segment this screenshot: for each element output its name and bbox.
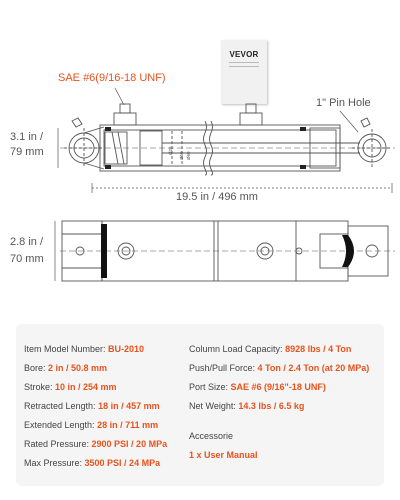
spec-row-port-size: Port Size: SAE #6 (9/16"-18 UNF)	[189, 382, 326, 392]
spec-accessory-item: 1 x User Manual	[189, 450, 258, 460]
spec-row-max-pressure: Max Pressure: 3500 PSI / 24 MPa	[24, 458, 161, 468]
height-bottom-label-line2: 70 mm	[10, 253, 44, 265]
port-block-left	[114, 113, 136, 125]
spec-row-push-pull-force: Push/Pull Force: 4 Ton / 2.4 Ton (at 20 MPa)	[189, 363, 370, 373]
spec-row-net-weight: Net Weight: 14.3 lbs / 6.5 kg	[189, 401, 305, 411]
black-seal-band	[101, 224, 107, 278]
svg-text:Ø25: Ø25	[168, 146, 173, 155]
spec-accessorie-heading: Accessorie	[189, 431, 234, 441]
spec-row-bore: Bore: 2 in / 50.8 mm	[24, 363, 108, 373]
height-bottom-label-line1: 2.8 in /	[10, 236, 44, 248]
manual-brand-logo: VEVOR	[229, 50, 259, 59]
svg-text:Ø50: Ø50	[179, 151, 184, 160]
spec-row-rated-pressure: Rated Pressure: 2900 PSI / 20 MPa	[24, 439, 168, 449]
spec-row-retracted-length: Retracted Length: 18 in / 457 mm	[24, 401, 160, 411]
spec-panel	[16, 324, 384, 486]
port-size-label: SAE #6(9/16-18 UNF)	[58, 72, 166, 84]
length-label: 19.5 in / 496 mm	[176, 191, 258, 203]
port-leader-line	[115, 88, 124, 105]
svg-text:Ø60: Ø60	[186, 151, 191, 160]
spec-row-extended-length: Extended Length: 28 in / 711 mm	[24, 420, 159, 430]
pin-hole-label: 1" Pin Hole	[316, 97, 371, 109]
pin-hole-leader-line	[340, 111, 358, 132]
spec-row-model: Item Model Number: BU-2010	[24, 344, 145, 354]
spec-row-stroke: Stroke: 10 in / 254 mm	[24, 382, 117, 392]
port-block-right	[240, 113, 262, 125]
spec-row-column-load: Column Load Capacity: 8928 lbs / 4 Ton	[189, 344, 352, 354]
height-top-label-line1: 3.1 in /	[10, 131, 44, 143]
height-top-label-line2: 79 mm	[10, 146, 44, 158]
